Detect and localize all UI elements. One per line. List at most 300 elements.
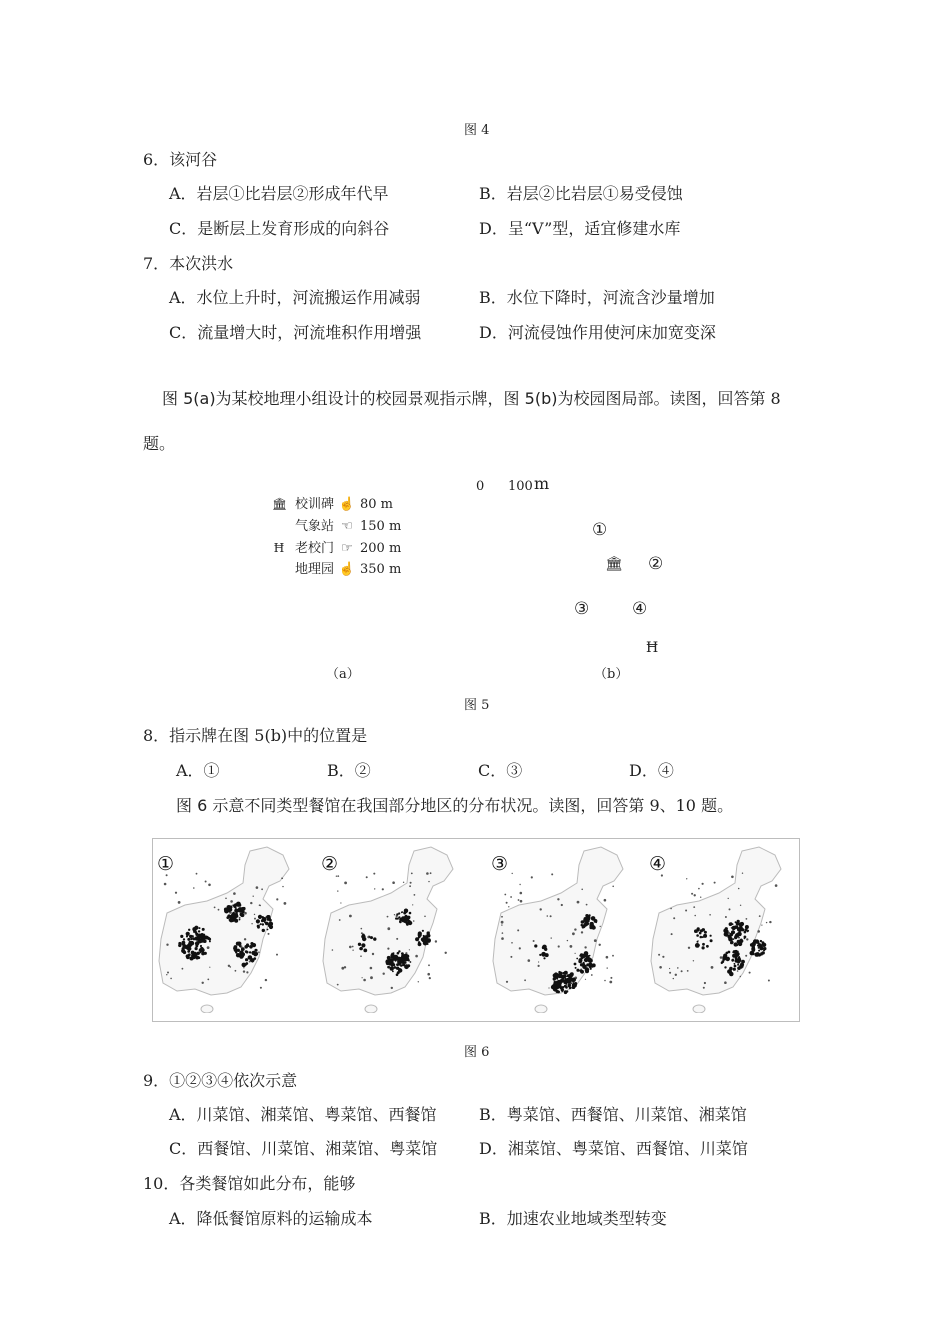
density-dot bbox=[694, 915, 696, 917]
density-dot bbox=[738, 937, 740, 939]
density-dot bbox=[411, 873, 413, 875]
density-dot bbox=[232, 912, 235, 915]
density-dot bbox=[225, 898, 227, 900]
density-dot bbox=[538, 961, 539, 962]
density-dot bbox=[387, 927, 390, 930]
density-dot bbox=[193, 887, 195, 889]
density-dot bbox=[504, 894, 506, 896]
density-dot bbox=[609, 981, 612, 984]
density-dot bbox=[724, 981, 727, 984]
density-dot bbox=[501, 921, 504, 924]
density-dot bbox=[551, 937, 552, 938]
density-dot bbox=[538, 965, 540, 967]
density-dot bbox=[704, 982, 706, 984]
density-dot bbox=[360, 955, 362, 957]
density-dot bbox=[588, 955, 590, 957]
question-7-option-b[interactable]: B．水位下降时，河流含沙量增加 bbox=[479, 288, 715, 307]
question-9-option-a[interactable]: A．川菜馆、湘菜馆、粤菜馆、西餐馆 bbox=[169, 1105, 437, 1124]
density-dot bbox=[734, 942, 738, 946]
density-dot bbox=[575, 953, 576, 954]
density-dot bbox=[519, 947, 521, 949]
density-dot bbox=[594, 921, 596, 923]
density-dot bbox=[370, 936, 373, 939]
density-dot bbox=[370, 976, 373, 979]
density-dot bbox=[520, 900, 523, 903]
density-dot bbox=[198, 956, 201, 959]
density-dot bbox=[731, 959, 734, 962]
density-dot bbox=[700, 936, 703, 939]
density-dot bbox=[659, 966, 662, 969]
density-dot bbox=[186, 932, 190, 936]
density-dot bbox=[558, 945, 560, 947]
density-dot bbox=[569, 987, 572, 990]
density-dot bbox=[253, 896, 254, 897]
scale-zero: 0 bbox=[476, 479, 485, 494]
figure-5-caption: 图 5 bbox=[464, 698, 490, 713]
density-dot bbox=[369, 936, 371, 938]
density-dot bbox=[581, 889, 583, 891]
density-dot bbox=[218, 909, 220, 911]
density-dot bbox=[582, 924, 586, 928]
density-dot bbox=[391, 953, 393, 955]
density-dot bbox=[760, 953, 763, 956]
china-map-shape bbox=[489, 843, 641, 1013]
density-dot bbox=[202, 982, 204, 984]
density-dot bbox=[428, 881, 429, 882]
density-dot bbox=[586, 963, 589, 966]
density-dot bbox=[677, 967, 679, 969]
density-dot bbox=[732, 942, 734, 944]
density-dot bbox=[607, 967, 608, 968]
density-dot bbox=[696, 934, 699, 937]
density-dot bbox=[241, 947, 245, 951]
density-dot bbox=[410, 882, 412, 884]
density-dot bbox=[164, 883, 167, 886]
density-dot bbox=[403, 955, 407, 959]
density-dot bbox=[745, 930, 747, 932]
density-dot bbox=[575, 967, 577, 969]
density-dot bbox=[612, 886, 614, 888]
density-dot bbox=[254, 957, 257, 960]
density-dot bbox=[200, 945, 202, 947]
question-7-option-c[interactable]: C．流量增大时，河流堆积作用增强 bbox=[169, 323, 422, 342]
density-dot bbox=[263, 920, 265, 922]
question-7-option-a[interactable]: A．水位上升时，河流搬运作用减弱 bbox=[169, 288, 421, 307]
restaurant-distribution-map bbox=[489, 843, 641, 1013]
density-dot bbox=[409, 885, 411, 887]
density-dot bbox=[580, 970, 583, 973]
question-8-stem: 8．指示牌在图 5(b)中的位置是 bbox=[143, 726, 368, 745]
question-8-option-a[interactable]: A．① bbox=[176, 761, 220, 780]
sign-distance: 80 m bbox=[360, 497, 394, 512]
density-dot bbox=[757, 952, 760, 955]
density-dot bbox=[209, 940, 211, 942]
density-dot bbox=[410, 961, 412, 963]
density-dot bbox=[397, 971, 400, 974]
sign-label: 地理园 bbox=[294, 562, 334, 577]
density-dot bbox=[567, 940, 568, 941]
density-dot bbox=[693, 906, 695, 908]
density-dot bbox=[195, 931, 198, 934]
density-dot bbox=[352, 946, 354, 948]
density-dot bbox=[726, 928, 728, 930]
map-marker-2: ② bbox=[648, 554, 664, 574]
density-dot bbox=[502, 932, 504, 934]
density-dot bbox=[734, 951, 738, 955]
figure-5a-label: （a） bbox=[326, 667, 360, 682]
density-dot bbox=[415, 955, 418, 958]
density-dot bbox=[582, 964, 587, 969]
density-dot bbox=[711, 966, 714, 969]
density-dot bbox=[693, 960, 694, 961]
density-dot bbox=[606, 956, 609, 959]
density-dot bbox=[242, 963, 247, 968]
density-dot bbox=[710, 939, 713, 942]
density-dot bbox=[276, 954, 278, 956]
density-dot bbox=[214, 907, 216, 909]
density-dot bbox=[747, 931, 749, 933]
density-dot bbox=[731, 876, 734, 879]
density-dot bbox=[735, 959, 739, 963]
density-dot bbox=[737, 966, 741, 970]
density-dot bbox=[349, 946, 352, 949]
density-dot bbox=[583, 962, 585, 964]
density-dot bbox=[583, 954, 587, 958]
density-dot bbox=[562, 972, 564, 974]
map-number: ③ bbox=[491, 853, 509, 875]
density-dot bbox=[758, 950, 760, 952]
density-dot bbox=[246, 943, 249, 946]
density-dot bbox=[564, 985, 567, 988]
density-dot bbox=[572, 932, 575, 935]
density-dot bbox=[226, 916, 229, 919]
density-dot bbox=[581, 931, 583, 933]
figure-5b-label: （b） bbox=[594, 667, 629, 682]
density-dot bbox=[250, 959, 252, 961]
question-10-option-a[interactable]: A．降低餐馆原料的运输成本 bbox=[169, 1209, 373, 1228]
density-dot bbox=[554, 988, 557, 991]
density-dot bbox=[175, 892, 177, 894]
question-10-stem: 10．各类餐馆如此分布，能够 bbox=[143, 1174, 356, 1193]
density-dot bbox=[751, 947, 753, 949]
density-dot bbox=[662, 956, 664, 958]
density-dot bbox=[604, 980, 606, 982]
density-dot bbox=[405, 958, 408, 961]
figure-6-intro-bold: 图 6 示意不同类型餐馆在我国部分地区的分布状况。 bbox=[176, 796, 549, 815]
density-dot bbox=[430, 872, 432, 874]
question-6-stem: 6．该河谷 bbox=[143, 150, 218, 169]
density-dot bbox=[698, 888, 700, 890]
density-dot bbox=[588, 961, 590, 963]
density-dot bbox=[404, 964, 409, 969]
density-dot bbox=[337, 984, 339, 986]
density-dot bbox=[751, 952, 754, 955]
density-dot bbox=[714, 882, 716, 884]
question-9-option-b[interactable]: B．粤菜馆、西餐馆、川菜馆、湘菜馆 bbox=[479, 1105, 747, 1124]
density-dot bbox=[341, 967, 344, 970]
density-dot bbox=[200, 947, 203, 950]
question-8-option-c[interactable]: C．③ bbox=[478, 761, 523, 780]
density-dot bbox=[742, 966, 744, 968]
density-dot bbox=[234, 945, 238, 949]
density-dot bbox=[589, 926, 592, 929]
density-dot bbox=[199, 927, 201, 929]
restaurant-distribution-map bbox=[647, 843, 799, 1013]
density-dot bbox=[258, 915, 262, 919]
question-7-stem: 7．本次洪水 bbox=[143, 254, 234, 273]
density-dot bbox=[269, 919, 272, 922]
density-dot bbox=[585, 970, 589, 974]
density-dot bbox=[373, 937, 376, 940]
density-dot bbox=[506, 981, 508, 983]
density-dot bbox=[600, 926, 601, 927]
density-dot bbox=[424, 916, 426, 918]
density-dot bbox=[246, 971, 248, 973]
density-dot bbox=[557, 898, 559, 900]
density-dot bbox=[435, 940, 437, 942]
density-dot bbox=[702, 946, 705, 949]
question-6-option-d[interactable]: D．呈“V”型，适宜修建水库 bbox=[479, 219, 681, 238]
density-dot bbox=[501, 924, 502, 925]
density-dot bbox=[669, 968, 670, 969]
density-dot bbox=[540, 908, 542, 910]
sign-distance: 350 m bbox=[360, 562, 402, 577]
density-dot bbox=[552, 986, 554, 988]
density-dot bbox=[554, 972, 558, 976]
density-dot bbox=[187, 938, 190, 941]
density-dot bbox=[415, 938, 418, 941]
density-dot bbox=[349, 915, 352, 918]
density-dot bbox=[740, 939, 742, 941]
density-dot bbox=[561, 990, 563, 992]
density-dot bbox=[759, 946, 763, 950]
density-dot bbox=[610, 977, 612, 979]
density-dot bbox=[562, 974, 566, 978]
density-dot bbox=[732, 972, 734, 974]
density-dot bbox=[262, 929, 265, 932]
density-dot bbox=[744, 938, 746, 940]
density-dot bbox=[738, 888, 740, 890]
density-dot bbox=[741, 928, 744, 931]
density-dot bbox=[445, 952, 447, 954]
density-dot bbox=[390, 966, 394, 970]
density-dot bbox=[358, 943, 361, 946]
density-dot bbox=[229, 915, 231, 917]
density-dot bbox=[401, 911, 403, 913]
gate-icon: Ħ bbox=[273, 541, 285, 555]
density-dot bbox=[669, 972, 671, 974]
density-dot bbox=[685, 910, 687, 912]
density-dot bbox=[202, 928, 205, 931]
density-dot bbox=[409, 949, 410, 950]
density-dot bbox=[194, 926, 198, 930]
density-dot bbox=[572, 986, 575, 989]
density-dot bbox=[265, 979, 267, 981]
map-number: ④ bbox=[649, 853, 667, 875]
question-10-option-b[interactable]: B．加速农业地域类型转变 bbox=[479, 1209, 667, 1228]
density-dot bbox=[200, 933, 204, 937]
question-6-option-a[interactable]: A．岩层①比岩层②形成年代早 bbox=[169, 184, 389, 203]
density-dot bbox=[230, 966, 232, 968]
density-dot bbox=[737, 964, 739, 966]
density-dot bbox=[250, 902, 252, 904]
density-dot bbox=[547, 915, 549, 917]
density-dot bbox=[339, 919, 341, 921]
density-dot bbox=[258, 951, 260, 953]
density-dot bbox=[191, 942, 193, 944]
density-dot bbox=[236, 942, 240, 946]
density-dot bbox=[205, 881, 207, 883]
density-dot bbox=[572, 981, 574, 983]
density-dot bbox=[361, 928, 363, 930]
density-dot bbox=[548, 987, 549, 988]
density-dot bbox=[403, 882, 404, 883]
density-dot bbox=[604, 899, 607, 902]
density-dot bbox=[673, 917, 675, 919]
density-dot bbox=[397, 952, 400, 955]
density-dot bbox=[166, 944, 168, 946]
density-dot bbox=[374, 888, 375, 889]
density-dot bbox=[721, 962, 723, 964]
density-dot bbox=[758, 947, 760, 949]
density-dot bbox=[413, 920, 415, 922]
density-dot bbox=[363, 949, 367, 953]
density-dot bbox=[383, 973, 385, 975]
density-dot bbox=[675, 974, 677, 976]
density-dot bbox=[394, 966, 397, 969]
density-dot bbox=[750, 943, 754, 947]
density-dot bbox=[196, 873, 198, 875]
density-dot bbox=[387, 916, 389, 918]
question-8-option-d[interactable]: D．④ bbox=[629, 761, 674, 780]
density-dot bbox=[733, 968, 736, 971]
density-dot bbox=[586, 904, 588, 906]
density-dot bbox=[734, 965, 737, 968]
density-dot bbox=[729, 922, 733, 926]
density-dot bbox=[268, 933, 270, 935]
question-9-option-d[interactable]: D．湘菜馆、粤菜馆、西餐馆、川菜馆 bbox=[479, 1139, 748, 1158]
density-dot bbox=[200, 938, 204, 942]
density-dot bbox=[200, 952, 202, 954]
density-dot bbox=[207, 946, 210, 949]
density-dot bbox=[187, 950, 190, 953]
density-dot bbox=[519, 884, 520, 885]
density-dot bbox=[703, 934, 707, 938]
hand-right-icon: ☞ bbox=[341, 541, 353, 556]
density-dot bbox=[372, 953, 374, 955]
density-dot bbox=[728, 935, 732, 939]
density-dot bbox=[706, 945, 709, 948]
density-dot bbox=[249, 945, 253, 949]
density-dot bbox=[586, 919, 590, 923]
map-marker-1: ① bbox=[592, 520, 608, 540]
density-dot bbox=[186, 948, 188, 950]
density-dot bbox=[195, 947, 198, 950]
density-dot bbox=[394, 955, 398, 959]
question-6-option-b[interactable]: B．岩层②比岩层①易受侵蚀 bbox=[479, 184, 683, 203]
density-dot bbox=[422, 930, 424, 932]
density-dot bbox=[239, 917, 241, 919]
density-dot bbox=[392, 881, 395, 884]
question-7-option-d[interactable]: D．河流侵蚀作用使河床加宽变深 bbox=[479, 323, 716, 342]
figure-6-caption: 图 6 bbox=[464, 1045, 490, 1060]
density-dot bbox=[670, 908, 672, 910]
density-dot bbox=[178, 944, 181, 947]
question-9-option-c[interactable]: C．西餐馆、川菜馆、湘菜馆、粤菜馆 bbox=[169, 1139, 438, 1158]
density-dot bbox=[703, 987, 705, 989]
density-dot bbox=[697, 941, 699, 943]
density-dot bbox=[694, 894, 696, 896]
density-dot bbox=[229, 905, 232, 908]
density-dot bbox=[759, 915, 761, 917]
density-dot bbox=[386, 962, 390, 966]
question-6-option-c[interactable]: C．是断层上发育形成的向斜谷 bbox=[169, 219, 390, 238]
density-dot bbox=[235, 970, 237, 972]
density-dot bbox=[235, 951, 237, 953]
density-dot bbox=[429, 977, 431, 979]
density-dot bbox=[541, 952, 546, 957]
density-dot bbox=[382, 888, 384, 890]
density-dot bbox=[574, 982, 577, 985]
density-dot bbox=[524, 979, 526, 981]
density-dot bbox=[241, 907, 245, 911]
density-dot bbox=[236, 903, 240, 907]
density-dot bbox=[673, 978, 674, 979]
density-dot bbox=[199, 942, 201, 944]
density-dot bbox=[243, 967, 244, 968]
density-dot bbox=[209, 967, 210, 968]
density-dot bbox=[746, 938, 748, 940]
density-dot bbox=[249, 951, 251, 953]
density-dot bbox=[208, 884, 211, 887]
density-dot bbox=[197, 952, 199, 954]
density-dot bbox=[207, 979, 209, 981]
density-dot bbox=[390, 962, 395, 967]
density-dot bbox=[396, 938, 398, 940]
density-dot bbox=[166, 974, 167, 975]
sign-distance: 200 m bbox=[360, 541, 402, 556]
question-8-option-b[interactable]: B．② bbox=[327, 761, 371, 780]
density-dot bbox=[560, 973, 562, 975]
density-dot bbox=[749, 972, 751, 974]
density-dot bbox=[528, 959, 531, 962]
sign-label: 气象站 bbox=[294, 519, 334, 534]
density-dot bbox=[534, 944, 537, 947]
density-dot bbox=[426, 872, 429, 875]
density-dot bbox=[561, 904, 563, 906]
density-dot bbox=[757, 944, 759, 946]
density-dot bbox=[768, 980, 770, 982]
density-dot bbox=[511, 942, 513, 944]
density-dot bbox=[361, 943, 365, 947]
density-dot bbox=[581, 954, 583, 956]
density-dot bbox=[340, 902, 341, 903]
density-dot bbox=[182, 941, 186, 945]
density-dot bbox=[182, 944, 187, 949]
density-dot bbox=[556, 978, 558, 980]
density-dot bbox=[569, 973, 573, 977]
density-dot bbox=[230, 900, 233, 903]
density-dot bbox=[260, 923, 262, 925]
density-dot bbox=[236, 916, 238, 918]
density-dot bbox=[735, 933, 739, 937]
figure-4-caption: 图 4 bbox=[464, 123, 490, 138]
density-dot bbox=[730, 970, 732, 972]
density-dot bbox=[362, 934, 365, 937]
density-dot bbox=[362, 977, 363, 978]
density-dot bbox=[766, 922, 767, 923]
density-dot bbox=[418, 981, 419, 982]
